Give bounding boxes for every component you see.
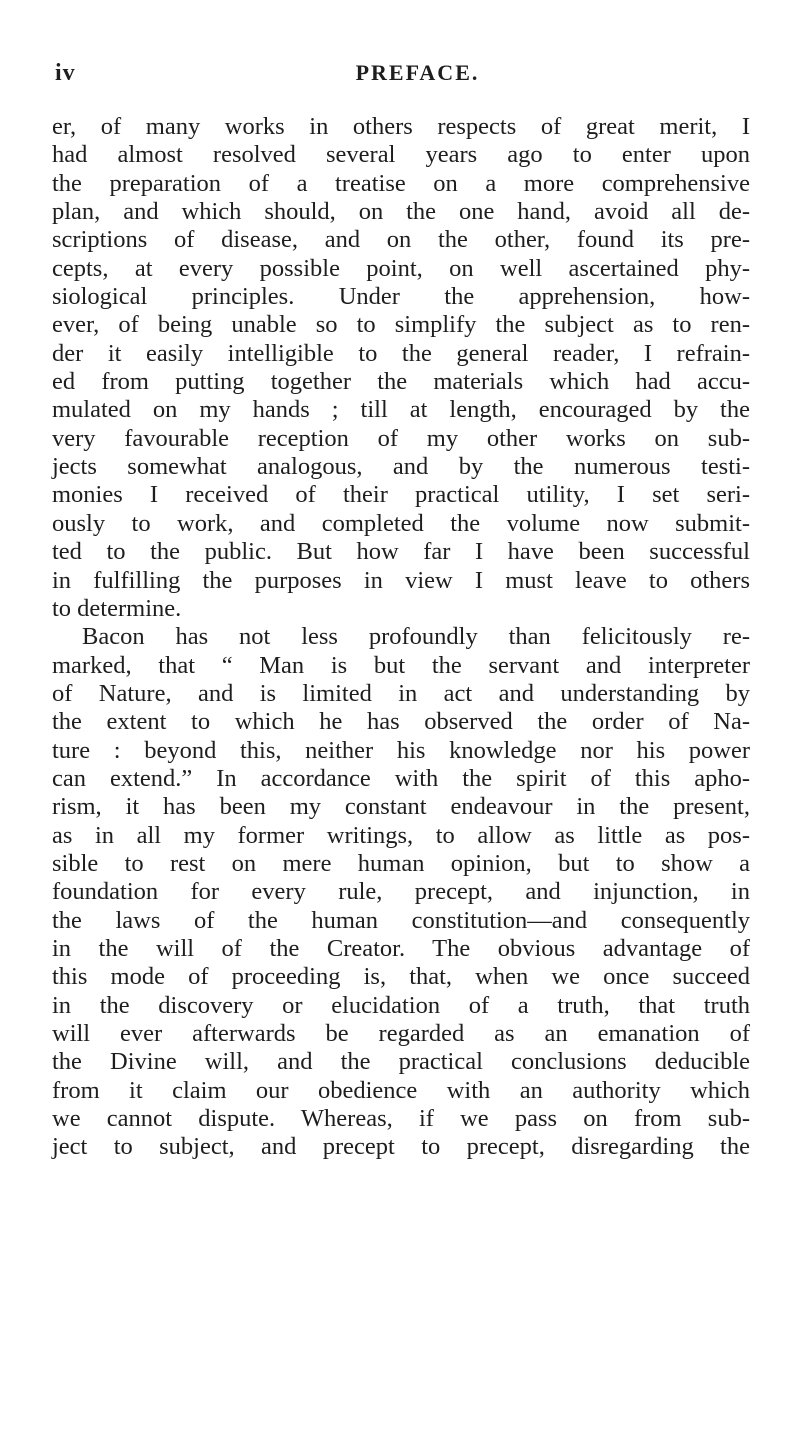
text-line: Bacon has not less profoundly than felicitously re-	[82, 623, 750, 651]
text-line: ted to the public. But how far I have been successful	[52, 538, 750, 566]
text-line: sible to rest on mere human opinion, but to show a	[52, 849, 750, 877]
running-head: PREFACE.	[355, 60, 480, 85]
text-line: the laws of the human constitution—and consequently	[52, 906, 750, 934]
text-line: this mode of proceeding is, that, when we once succeed	[52, 963, 750, 991]
text-line: very favourable reception of my other works on sub-	[52, 424, 750, 452]
paragraph-2	[52, 623, 750, 1162]
text-line: marked, that “ Man is but the servant and interpreter	[52, 651, 750, 679]
text-line: ject to subject, and precept to precept, disregarding the	[52, 1133, 750, 1161]
text-line: mulated on my hands ; till at length, encouraged by the	[52, 396, 750, 424]
body-text	[52, 113, 750, 1162]
text-line: ed from putting together the materials which had accu-	[52, 368, 750, 396]
text-line: foundation for every rule, precept, and injunction, in	[52, 878, 750, 906]
paragraph-1	[52, 113, 750, 623]
text-line: from it claim our obedience with an authority which	[52, 1076, 750, 1104]
text-line: will ever afterwards be regarded as an emanation of	[52, 1020, 750, 1047]
text-line: der it easily intelligible to the general reader, I refrain-	[52, 339, 750, 367]
text-line: can extend.” In accordance with the spirit of this apho-	[52, 764, 750, 792]
text-line: we cannot dispute. Whereas, if we pass on from sub-	[52, 1105, 750, 1133]
text-line: siological principles. Under the apprehension, how-	[52, 283, 750, 311]
text-line: monies I received of their practical utility, I set seri-	[52, 481, 750, 509]
text-line: scriptions of disease, and on the other, found its pre-	[52, 226, 750, 254]
text-line: the extent to which he has observed the order of Na-	[52, 708, 750, 736]
text-line: plan, and which should, on the one hand, avoid all de-	[52, 198, 750, 226]
text-line: cepts, at every possible point, on well ascertained phy-	[52, 254, 750, 282]
text-line: in fulfilling the purposes in view I must leave to others	[52, 566, 750, 594]
text-line: had almost resolved several years ago to enter upon	[52, 141, 750, 169]
text-line: to determine.	[52, 594, 182, 622]
text-line: rism, it has been my constant endeavour in the present,	[52, 793, 750, 821]
text-line: ever, of being unable so to simplify the subject as to ren-	[52, 311, 750, 339]
text-line: the Divine will, and the practical conclusions deducible	[52, 1048, 750, 1076]
text-line: ture : beyond this, neither his knowledge nor his power	[52, 736, 750, 764]
page-header	[55, 60, 750, 88]
text-line: jects somewhat analogous, and by the numerous testi-	[52, 453, 750, 481]
page-number: iv	[55, 60, 76, 86]
text-line: er, of many works in others respects of great merit, I	[52, 113, 750, 140]
text-line: the preparation of a treatise on a more comprehensive	[52, 169, 750, 197]
text-line: of Nature, and is limited in act and understanding by	[52, 679, 750, 707]
text-line: in the discovery or elucidation of a truth, that truth	[52, 991, 750, 1019]
text-line: in the will of the Creator. The obvious advantage of	[52, 934, 750, 962]
text-line: as in all my former writings, to allow as little as pos-	[52, 821, 750, 849]
text-line: ously to work, and completed the volume now submit-	[52, 509, 750, 537]
